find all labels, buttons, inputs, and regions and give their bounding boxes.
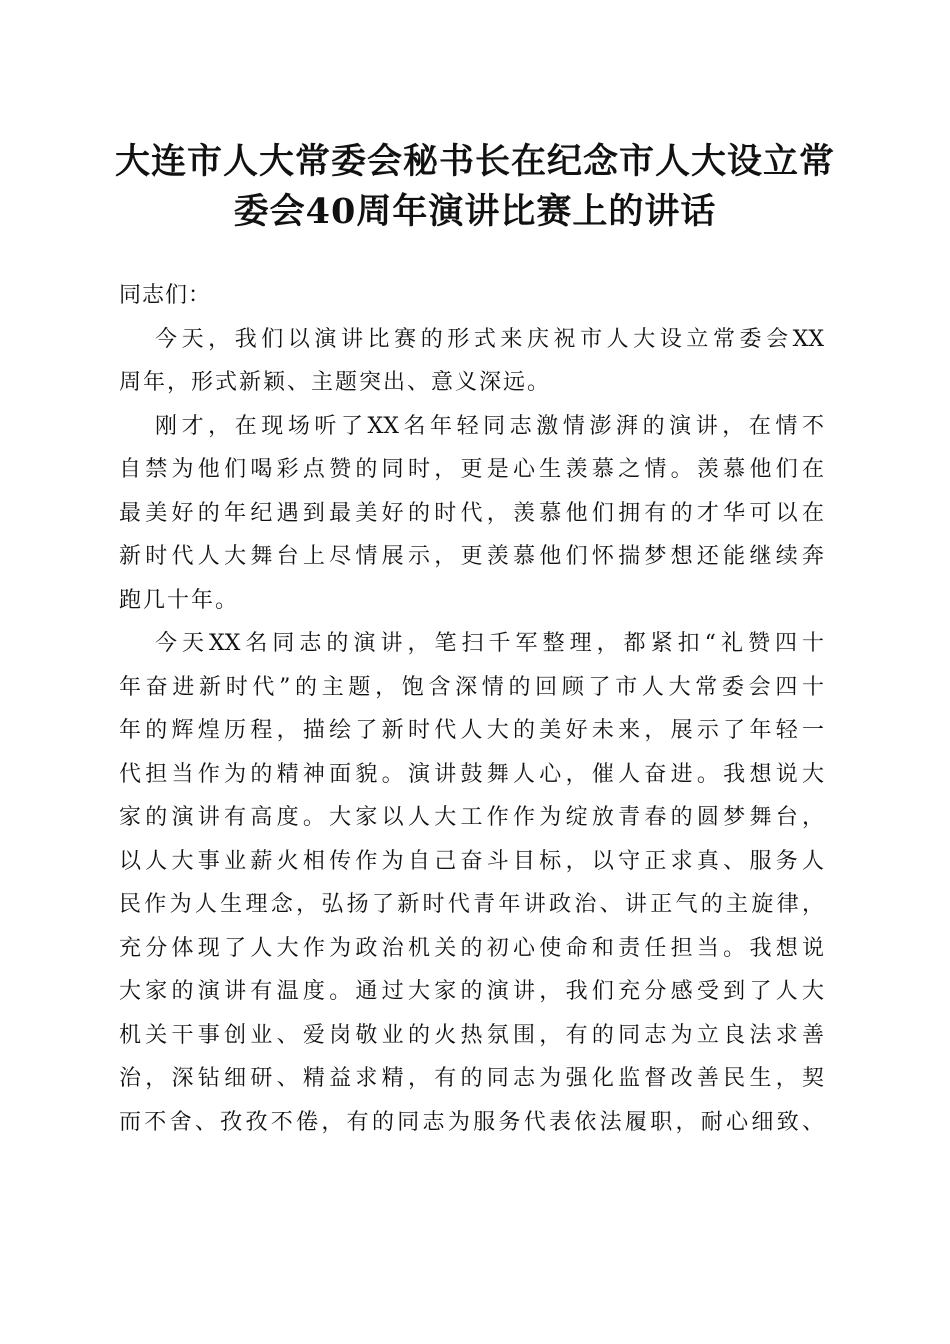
paragraph-1 [119,318,834,405]
paragraph-line: 自禁为他们喝彩点赞的同时，更是心生羡慕之情。羡慕他们在 [119,457,824,482]
paragraph-line: 新时代人大舞台上尽情展示，更羡慕他们怀揣梦想还能继续奔 [119,544,824,569]
title-line: 委会40周年演讲比赛上的讲话 [233,191,717,232]
paragraph-line: 最美好的年纪遇到最美好的时代，羡慕他们拥有的才华可以在 [119,500,824,526]
paragraph-line: 大家的演讲有温度。通过大家的演讲，我们充分感受到了人大 [119,979,824,1004]
document-body [119,274,834,1144]
paragraph-line: 而不舍、孜孜不倦，有的同志为服务代表依法履职，耐心细致、 [119,1109,824,1135]
paragraph-line: 跑几十年。 [119,587,240,613]
paragraph-line: 家的演讲有高度。大家以人大工作作为绽放青春的圆梦舞台， [119,805,824,830]
paragraph-line: 刚才，在现场听了XX名年轻同志激情澎湃的演讲，在情不 [155,413,824,439]
paragraph-line: 机关干事创业、爱岗敬业的火热氛围，有的同志为立良法求善 [119,1022,824,1048]
paragraph-2 [119,405,834,623]
paragraph-line: 充分体现了人大作为政治机关的初心使命和责任担当。我想说 [119,935,824,961]
salutation: 同志们： [119,283,212,308]
paragraph-line: 治，深钻细研、精益求精，有的同志为强化监督改善民生，契 [119,1066,824,1091]
paragraph-line: 今天XX名同志的演讲，笔扫千军整理，都紧扣“礼赞四十 [155,631,824,656]
paragraph-line: 周年，形式新颖、主题突出、意义深远。 [119,370,552,395]
paragraph-line: 民作为人生理念，弘扬了新时代青年讲政治、讲正气的主旋律， [119,892,824,917]
paragraph-line: 今天，我们以演讲比赛的形式来庆祝市人大设立常委会XX [155,326,824,352]
title-line: 大连市人大常委会秘书长在纪念市人大设立常 [114,141,835,182]
paragraph-line: 以人大事业薪火相传作为自己奋斗目标，以守正求真、服务人 [119,848,824,874]
paragraph-line: 年奋进新时代”的主题，饱含深情的回顾了市人大常委会四十 [119,674,824,700]
document-title [100,137,850,237]
paragraph-line: 年的辉煌历程，描绘了新时代人大的美好未来，展示了年轻一 [119,718,824,743]
paragraph-3 [119,622,834,1144]
paragraph-line: 代担当作为的精神面貌。演讲鼓舞人心，催人奋进。我想说大 [119,761,824,787]
